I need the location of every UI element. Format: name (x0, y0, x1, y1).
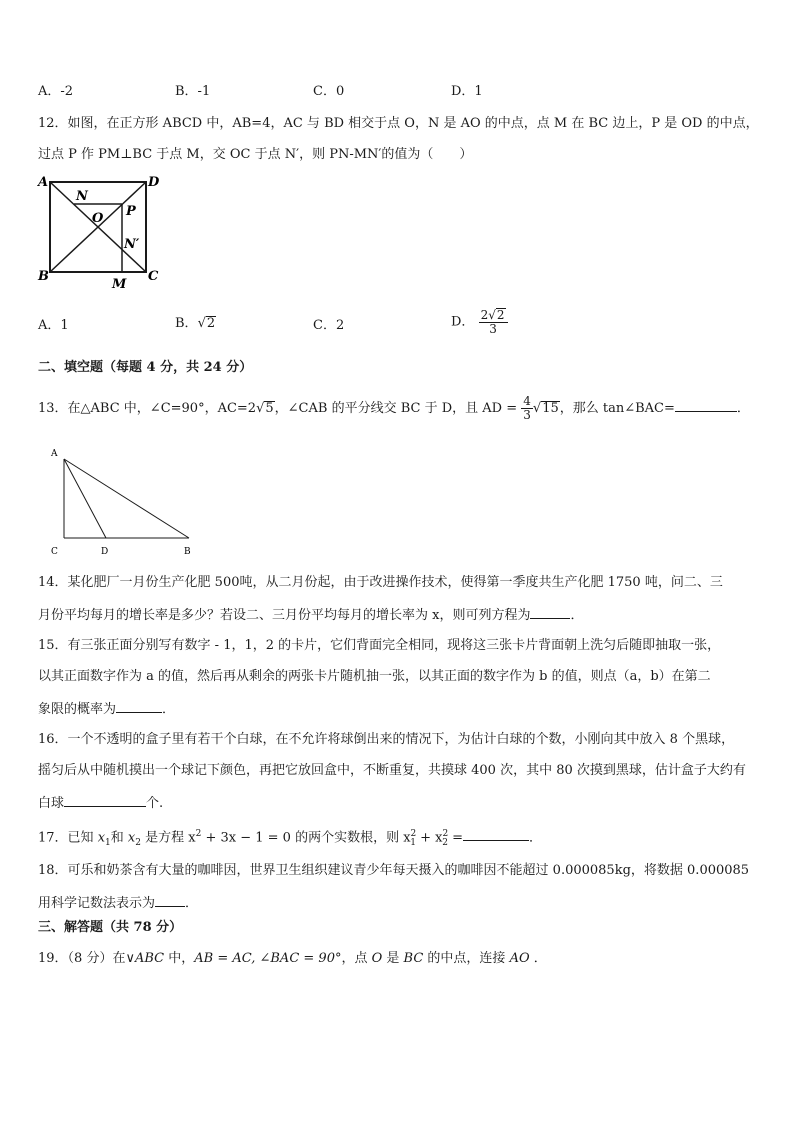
q16-text-line1: 16．一个不透明的盒子里有若干个白球，在不允许将球倒出来的情况下，为估计白球的个数，小刚向其中放入 8 个黑球， (38, 732, 735, 747)
label-c: C (51, 547, 58, 557)
q12-option-d (451, 308, 508, 336)
q15-text-line2: 以其正面数字作为 a 的值，然后再从剩余的两张卡片随机抽一张，以其正面的数字作为 b 的值，则点（a，b）在第二 (38, 669, 711, 684)
q13-answer-blank[interactable] (675, 399, 737, 412)
q18-answer-blank[interactable] (155, 894, 185, 907)
q12-option-d-label: D． (451, 314, 475, 330)
q12-option-a: A．1 (38, 318, 69, 333)
q12-text-line1: 12．如图，在正方形 ABCD 中，AB=4，AC 与 BD 相交于点 O，N 是 AO 的中点，点 M 在 BC 边上，P 是 OD 的中点， (38, 116, 759, 131)
q17-answer-blank[interactable] (463, 828, 529, 841)
label-d: D (148, 175, 160, 190)
q16-answer-blank[interactable] (64, 794, 146, 807)
q17-text: 17．已知 $x_1$和 $x_2$ 是方程 $x^2 + 3x - 1 = 0$ 的两个实数根，则 $x^2_1 + x^2_2$ = ． (38, 829, 543, 848)
section3-title: 三、解答题（共 78 分） (38, 920, 183, 935)
q12-option-b: B．√2 (175, 316, 216, 331)
q12-option-b-label: B． (175, 316, 198, 331)
label-d: D (101, 547, 109, 557)
q15-text-line1: 15．有三张正面分别写有数字 - 1，1，2 的卡片，它们背面完全相同，现将这三张卡片背面朝上洗匀后随即抽取一张， (38, 638, 721, 653)
label-o: O (92, 211, 104, 226)
label-p: P (126, 204, 136, 219)
q13-fraction: $\frac{4}{3}$ (523, 394, 531, 422)
segment-ad (64, 459, 106, 538)
q16-text-line3: 白球 个. (38, 796, 164, 811)
label-a: A (38, 175, 49, 190)
label-n-prime: N′ (124, 237, 140, 252)
label-m: M (112, 277, 127, 292)
q12-square-figure (36, 172, 166, 292)
label-b: B (184, 547, 191, 557)
q18-text-line2: 用科学记数法表示为 ． (38, 896, 199, 911)
q11-option-c: C．0 (313, 84, 345, 99)
q12-text-line2: 过点 P 作 PM⊥BC 于点 M，交 OC 于点 N′，则 PN-MN′的值为（ ） (38, 147, 473, 162)
label-n: N (76, 189, 88, 204)
q14-text-line2: 月份平均每月的增长率是多少？若设二、三月份平均每月的增长率为 x，则可列方程为 ． (38, 608, 584, 623)
q15-answer-blank[interactable] (116, 700, 162, 713)
q15-text-line3: 象限的概率为 ． (38, 702, 176, 717)
side-ab (64, 459, 189, 538)
label-b: B (38, 269, 49, 284)
q14-answer-blank[interactable] (530, 606, 570, 619)
section2-title: 二、填空题（每题 4 分，共 24 分） (38, 360, 253, 375)
q11-option-d: D．1 (451, 84, 483, 99)
q13-text: 13．在△ABC 中，∠C=90°，AC=2√5，∠CAB 的平分线交 BC 于 D，且 AD = $\frac{4}{3}$ √15，那么 tan∠BAC= ． (38, 394, 750, 422)
q12-option-b-radicand: 2 (206, 316, 216, 331)
q12-option-c: C．2 (313, 318, 345, 333)
q19-text: 19．（8 分）在∨ABC 中，AB = AC, ∠BAC = 90°，点 O 是 BC 的中点，连接 AO ． (38, 951, 547, 966)
q11-option-a: A．-2 (38, 84, 74, 99)
q11-option-b: B．-1 (175, 84, 211, 99)
label-c: C (148, 269, 159, 284)
q16-text-line2: 摇匀后从中随机摸出一个球记下颜色，再把它放回盒中，不断重复，共摸球 400 次，其中 80 次摸到黑球，估计盒子大约有 (38, 763, 746, 778)
q18-text-line1: 18．可乐和奶茶含有大量的咖啡因，世界卫生组织建议青少年每天摄入的咖啡因不能超过 0.000085kg，将数据 0.000085 (38, 863, 750, 878)
q13-triangle-figure (46, 444, 196, 559)
label-a: A (51, 449, 58, 459)
q14-text-line1: 14．某化肥厂一月份生产化肥 500吨，从二月份起，由于改进操作技术，使得第一季度共生产化肥 1750 吨，问二、三 (38, 575, 723, 590)
q12-option-d-fraction: $\frac{2√2}{3}$ (479, 308, 508, 336)
